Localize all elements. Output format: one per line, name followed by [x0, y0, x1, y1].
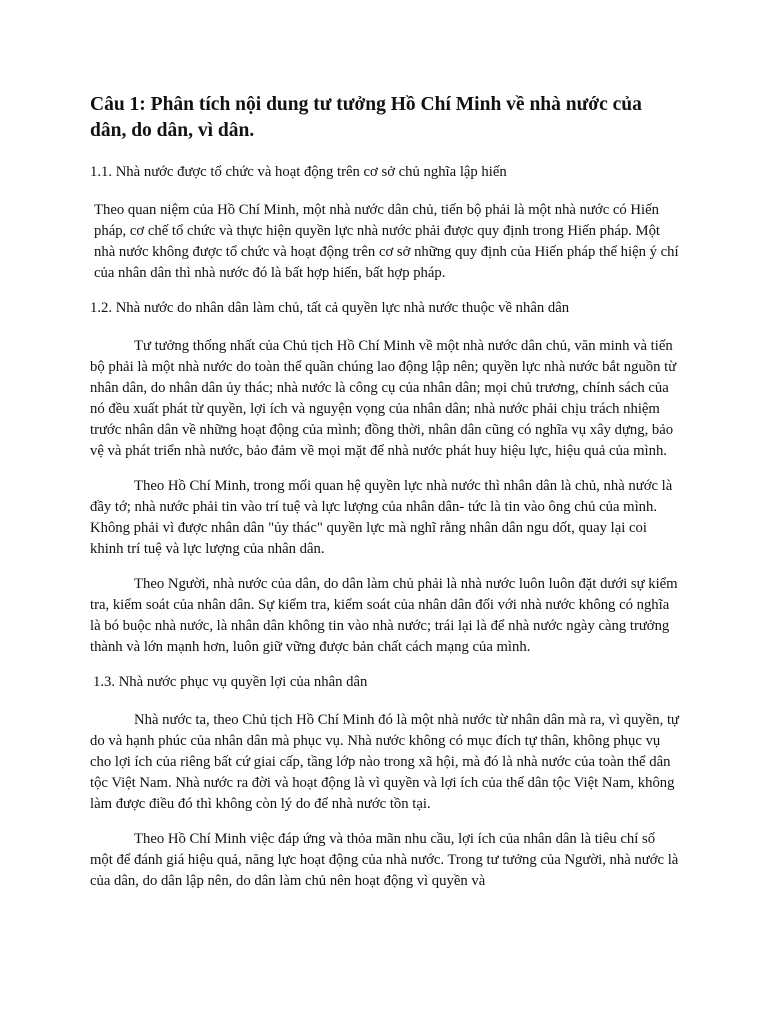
section-1-1-paragraph-1: Theo quan niệm của Hồ Chí Minh, một nhà nước dân chủ, tiến bộ phải là một nhà nước có Hiến pháp, cơ chế tổ chức và thực hiện quyền lực nhà nước phải được quy định trong Hiến pháp. Một nhà nước không được tổ chức và hoạt động trên cơ sở những quy định của Hiến pháp thể hiện ý chí của nhân dân thì nhà nước đó là bất hợp hiến, bất hợp pháp.: [94, 202, 679, 281]
section-heading-1-2: 1.2. Nhà nước do nhân dân làm chủ, tất cả quyền lực nhà nước thuộc về nhân dân: [90, 300, 570, 316]
section-1-3-paragraph-2: Theo Hồ Chí Minh việc đáp ứng và thỏa mãn nhu cầu, lợi ích của nhân dân là tiêu chí số một để đánh giá hiệu quả, năng lực hoạt động của nhà nước. Trong tư tưởng của Người, nhà nước là của dân, do dân lập nên, do dân làm chủ nên hoạt động vì quyền và: [90, 831, 679, 889]
document-title: Câu 1: Phân tích nội dung tư tưởng Hồ Chí Minh về nhà nước của dân, do dân, vì dân.: [90, 94, 642, 141]
section-heading-1-3: 1.3. Nhà nước phục vụ quyền lợi của nhân dân: [93, 674, 368, 690]
section-1-2-paragraph-2: Theo Hồ Chí Minh, trong mối quan hệ quyền lực nhà nước thì nhân dân là chủ, nhà nước là đầy tớ; nhà nước phải tin vào trí tuệ và lực lượng của nhân dân- tức là tin vào ông chủ của mình. Không phải vì được nhân dân "ủy thác" quyền lực mà nghĩ rằng nhân dân ngu dốt, quay lại coi khinh trí tuệ và lực lượng của nhân dân.: [90, 478, 673, 557]
section-1-2-paragraph-3: Theo Người, nhà nước của dân, do dân làm chủ phải là nhà nước luôn luôn đặt dưới sự kiểm tra, kiểm soát của nhân dân. Sự kiểm tra, kiểm soát của nhân dân đối với nhà nước không có nghĩa là bó buộc nhà nước, là nhân dân không tin vào nhà nước; trái lại là để nhà nước ngày càng trưởng thành và lớn mạnh hơn, luôn giữ vững được bản chất cách mạng của mình.: [90, 576, 678, 655]
section-heading-1-1: 1.1. Nhà nước được tổ chức và hoạt động trên cơ sở chủ nghĩa lập hiến: [90, 164, 507, 180]
document-page: [90, 92, 680, 906]
section-1-3-paragraph-1: Nhà nước ta, theo Chủ tịch Hồ Chí Minh đó là một nhà nước từ nhân dân mà ra, vì quyền, tự do và hạnh phúc của nhân dân mà phục vụ. Nhà nước không có mục đích tự thân, không phục vụ cho lợi ích của riêng bất cứ giai cấp, tầng lớp nào trong xã hội, mà đó là nhà nước của toàn thể dân tộc Việt Nam. Nhà nước ra đời và hoạt động là vì quyền và lợi ích của thể dân tộc Việt Nam, không làm được điều đó thì không còn lý do để nhà nước tồn tại.: [90, 712, 680, 812]
section-1-2-paragraph-1: Tư tưởng thống nhất của Chủ tịch Hồ Chí Minh về một nhà nước dân chủ, văn minh và tiến bộ phải là một nhà nước do toàn thể quần chúng lao động lập nên; quyền lực nhà nước bắt nguồn từ nhân dân, do nhân dân ủy thác; nhà nước là công cụ của nhân dân; mọi chủ trương, chính sách của nó đều xuất phát từ quyền, lợi ích và nguyện vọng của nhân dân; nhà nước phải chịu trách nhiệm trước nhân dân về những hoạt động của mình; đồng thời, nhân dân cũng có nghĩa vụ xây dựng, bảo vệ và phát triển nhà nước, bảo đảm về mọi mặt để nhà nước phát huy hiệu lực, hiệu quả của mình.: [90, 338, 677, 459]
